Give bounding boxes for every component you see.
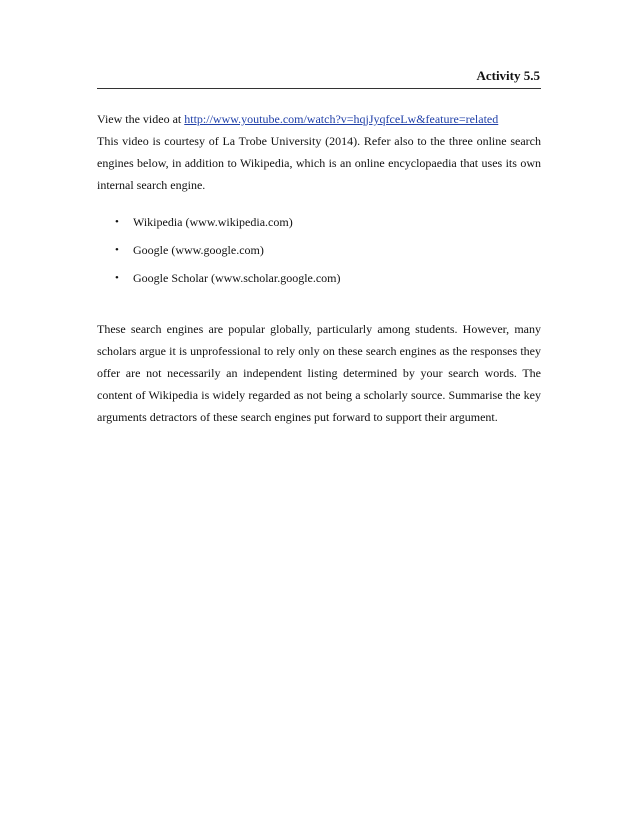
search-engine-list bbox=[97, 208, 541, 292]
list-item-label: Wikipedia (www.wikipedia.com) bbox=[133, 215, 293, 229]
video-line bbox=[97, 108, 541, 130]
list-item-label: Google Scholar (www.scholar.google.com) bbox=[133, 271, 341, 285]
list-item-google bbox=[97, 236, 541, 264]
bullet-icon: • bbox=[115, 244, 119, 256]
list-item-google-scholar bbox=[97, 264, 541, 292]
activity-body bbox=[97, 108, 541, 428]
activity-title: Activity 5.5 bbox=[476, 68, 540, 83]
list-item-label: Google (www.google.com) bbox=[133, 243, 264, 257]
video-prefix: View the video at bbox=[97, 112, 185, 126]
video-link[interactable]: http://www.youtube.com/watch?v=hqjJyqfceLw&feature=related bbox=[184, 112, 499, 126]
task-paragraph: These search engines are popular globally, particularly among students. However, many scholars argue it is unprofessional to rely only on these search engines as the responses they offer are not necessarily an independent listing determined by your search words. The content of Wikipedia is widely regarded as not being a scholarly source. Summarise the key arguments detractors of these search engines put forward to support their argument. bbox=[97, 322, 541, 424]
bullet-icon: • bbox=[115, 272, 119, 284]
header-divider bbox=[97, 88, 541, 89]
intro-paragraph: This video is courtesy of La Trobe University (2014). Refer also to the three online search engines below, in addition to Wikipedia, which is an online encyclopaedia that uses its own internal search engine. bbox=[97, 134, 541, 192]
bullet-icon: • bbox=[115, 216, 119, 228]
list-item-wikipedia bbox=[97, 208, 541, 236]
